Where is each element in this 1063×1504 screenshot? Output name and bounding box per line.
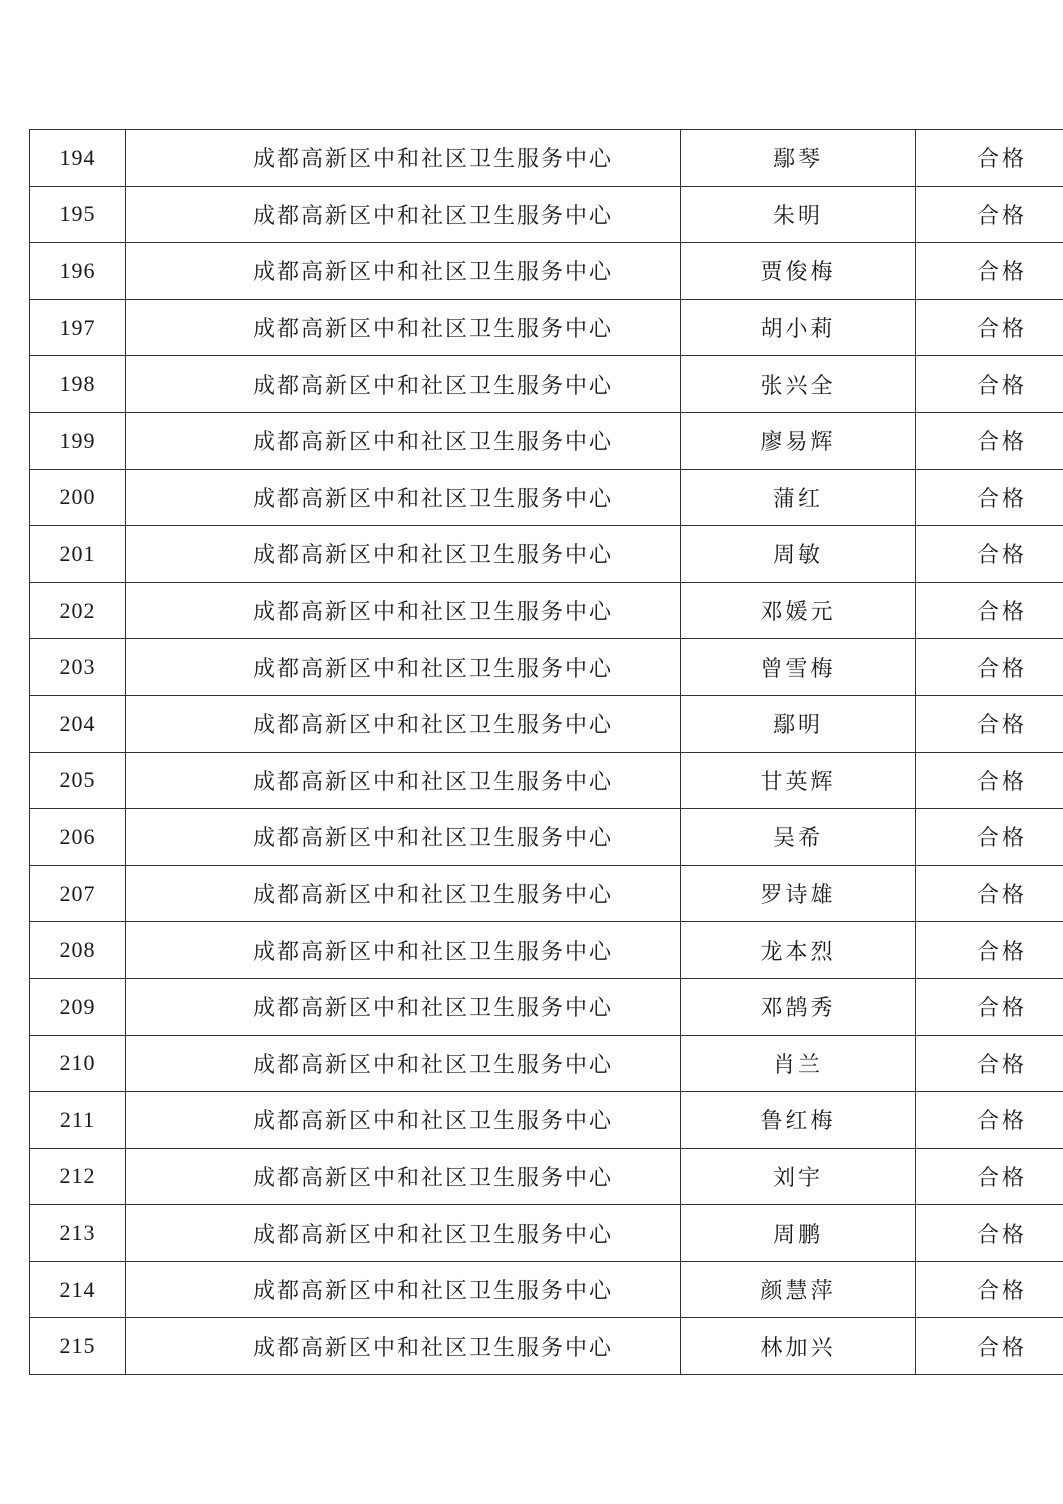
table-row <box>30 1205 1063 1262</box>
organization-cell: 成都高新区中和社区卫生服务中心 <box>126 1318 681 1375</box>
serial-number-cell: 198 <box>30 356 126 413</box>
organization-cell: 成都高新区中和社区卫生服务中心 <box>126 243 681 300</box>
table-row <box>30 1148 1063 1205</box>
table-row <box>30 412 1063 469</box>
table-row <box>30 243 1063 300</box>
organization-cell: 成都高新区中和社区卫生服务中心 <box>126 356 681 413</box>
table-row <box>30 639 1063 696</box>
organization-cell: 成都高新区中和社区卫生服务中心 <box>126 695 681 752</box>
organization-cell: 成都高新区中和社区卫生服务中心 <box>126 922 681 979</box>
serial-number-cell: 212 <box>30 1148 126 1205</box>
person-name-cell: 颜慧萍 <box>681 1261 916 1318</box>
result-cell: 合格 <box>916 526 1063 583</box>
organization-cell: 成都高新区中和社区卫生服务中心 <box>126 1092 681 1149</box>
organization-cell: 成都高新区中和社区卫生服务中心 <box>126 469 681 526</box>
serial-number-cell: 194 <box>30 130 126 187</box>
table-row <box>30 356 1063 413</box>
serial-number-cell: 207 <box>30 865 126 922</box>
result-cell: 合格 <box>916 1148 1063 1205</box>
person-name-cell: 曾雪梅 <box>681 639 916 696</box>
result-cell: 合格 <box>916 1205 1063 1262</box>
person-name-cell: 邓鹄秀 <box>681 978 916 1035</box>
person-name-cell: 鄢明 <box>681 695 916 752</box>
result-cell: 合格 <box>916 695 1063 752</box>
table-row <box>30 186 1063 243</box>
result-cell: 合格 <box>916 186 1063 243</box>
serial-number-cell: 202 <box>30 582 126 639</box>
table-row <box>30 130 1063 187</box>
table-row <box>30 1261 1063 1318</box>
result-cell: 合格 <box>916 1261 1063 1318</box>
person-name-cell: 龙本烈 <box>681 922 916 979</box>
person-name-cell: 胡小莉 <box>681 299 916 356</box>
result-cell: 合格 <box>916 582 1063 639</box>
result-cell: 合格 <box>916 809 1063 866</box>
result-cell: 合格 <box>916 243 1063 300</box>
person-name-cell: 吴希 <box>681 809 916 866</box>
organization-cell: 成都高新区中和社区卫生服务中心 <box>126 1035 681 1092</box>
person-name-cell: 肖兰 <box>681 1035 916 1092</box>
organization-cell: 成都高新区中和社区卫生服务中心 <box>126 865 681 922</box>
person-name-cell: 罗诗雄 <box>681 865 916 922</box>
serial-number-cell: 204 <box>30 695 126 752</box>
serial-number-cell: 197 <box>30 299 126 356</box>
result-cell: 合格 <box>916 865 1063 922</box>
table-row <box>30 469 1063 526</box>
table-row <box>30 978 1063 1035</box>
result-cell: 合格 <box>916 978 1063 1035</box>
serial-number-cell: 211 <box>30 1092 126 1149</box>
roster-table-body <box>30 130 1063 1375</box>
result-cell: 合格 <box>916 469 1063 526</box>
result-cell: 合格 <box>916 356 1063 413</box>
serial-number-cell: 213 <box>30 1205 126 1262</box>
serial-number-cell: 195 <box>30 186 126 243</box>
serial-number-cell: 208 <box>30 922 126 979</box>
result-cell: 合格 <box>916 752 1063 809</box>
table-row <box>30 922 1063 979</box>
person-name-cell: 甘英辉 <box>681 752 916 809</box>
serial-number-cell: 210 <box>30 1035 126 1092</box>
table-row <box>30 809 1063 866</box>
serial-number-cell: 206 <box>30 809 126 866</box>
serial-number-cell: 201 <box>30 526 126 583</box>
organization-cell: 成都高新区中和社区卫生服务中心 <box>126 130 681 187</box>
organization-cell: 成都高新区中和社区卫生服务中心 <box>126 412 681 469</box>
organization-cell: 成都高新区中和社区卫生服务中心 <box>126 186 681 243</box>
organization-cell: 成都高新区中和社区卫生服务中心 <box>126 1148 681 1205</box>
person-name-cell: 刘宇 <box>681 1148 916 1205</box>
organization-cell: 成都高新区中和社区卫生服务中心 <box>126 978 681 1035</box>
result-cell: 合格 <box>916 1318 1063 1375</box>
person-name-cell: 蒲红 <box>681 469 916 526</box>
result-cell: 合格 <box>916 1035 1063 1092</box>
organization-cell: 成都高新区中和社区卫生服务中心 <box>126 1261 681 1318</box>
result-cell: 合格 <box>916 639 1063 696</box>
serial-number-cell: 199 <box>30 412 126 469</box>
person-name-cell: 邓媛元 <box>681 582 916 639</box>
organization-cell: 成都高新区中和社区卫生服务中心 <box>126 752 681 809</box>
result-cell: 合格 <box>916 412 1063 469</box>
table-row <box>30 865 1063 922</box>
organization-cell: 成都高新区中和社区卫生服务中心 <box>126 1205 681 1262</box>
organization-cell: 成都高新区中和社区卫生服务中心 <box>126 639 681 696</box>
table-row <box>30 582 1063 639</box>
organization-cell: 成都高新区中和社区卫生服务中心 <box>126 526 681 583</box>
table-row <box>30 695 1063 752</box>
person-name-cell: 林加兴 <box>681 1318 916 1375</box>
table-row <box>30 1318 1063 1375</box>
person-name-cell: 鄢琴 <box>681 130 916 187</box>
person-name-cell: 廖易辉 <box>681 412 916 469</box>
serial-number-cell: 214 <box>30 1261 126 1318</box>
serial-number-cell: 200 <box>30 469 126 526</box>
serial-number-cell: 205 <box>30 752 126 809</box>
person-name-cell: 周鹏 <box>681 1205 916 1262</box>
result-cell: 合格 <box>916 130 1063 187</box>
table-row <box>30 1092 1063 1149</box>
serial-number-cell: 203 <box>30 639 126 696</box>
result-cell: 合格 <box>916 299 1063 356</box>
serial-number-cell: 209 <box>30 978 126 1035</box>
result-cell: 合格 <box>916 922 1063 979</box>
table-row <box>30 526 1063 583</box>
organization-cell: 成都高新区中和社区卫生服务中心 <box>126 299 681 356</box>
person-name-cell: 张兴全 <box>681 356 916 413</box>
person-name-cell: 周敏 <box>681 526 916 583</box>
result-cell: 合格 <box>916 1092 1063 1149</box>
person-name-cell: 朱明 <box>681 186 916 243</box>
person-name-cell: 鲁红梅 <box>681 1092 916 1149</box>
table-row <box>30 752 1063 809</box>
serial-number-cell: 215 <box>30 1318 126 1375</box>
table-row <box>30 1035 1063 1092</box>
organization-cell: 成都高新区中和社区卫生服务中心 <box>126 809 681 866</box>
roster-table <box>29 129 1063 1375</box>
serial-number-cell: 196 <box>30 243 126 300</box>
person-name-cell: 贾俊梅 <box>681 243 916 300</box>
organization-cell: 成都高新区中和社区卫生服务中心 <box>126 582 681 639</box>
table-row <box>30 299 1063 356</box>
